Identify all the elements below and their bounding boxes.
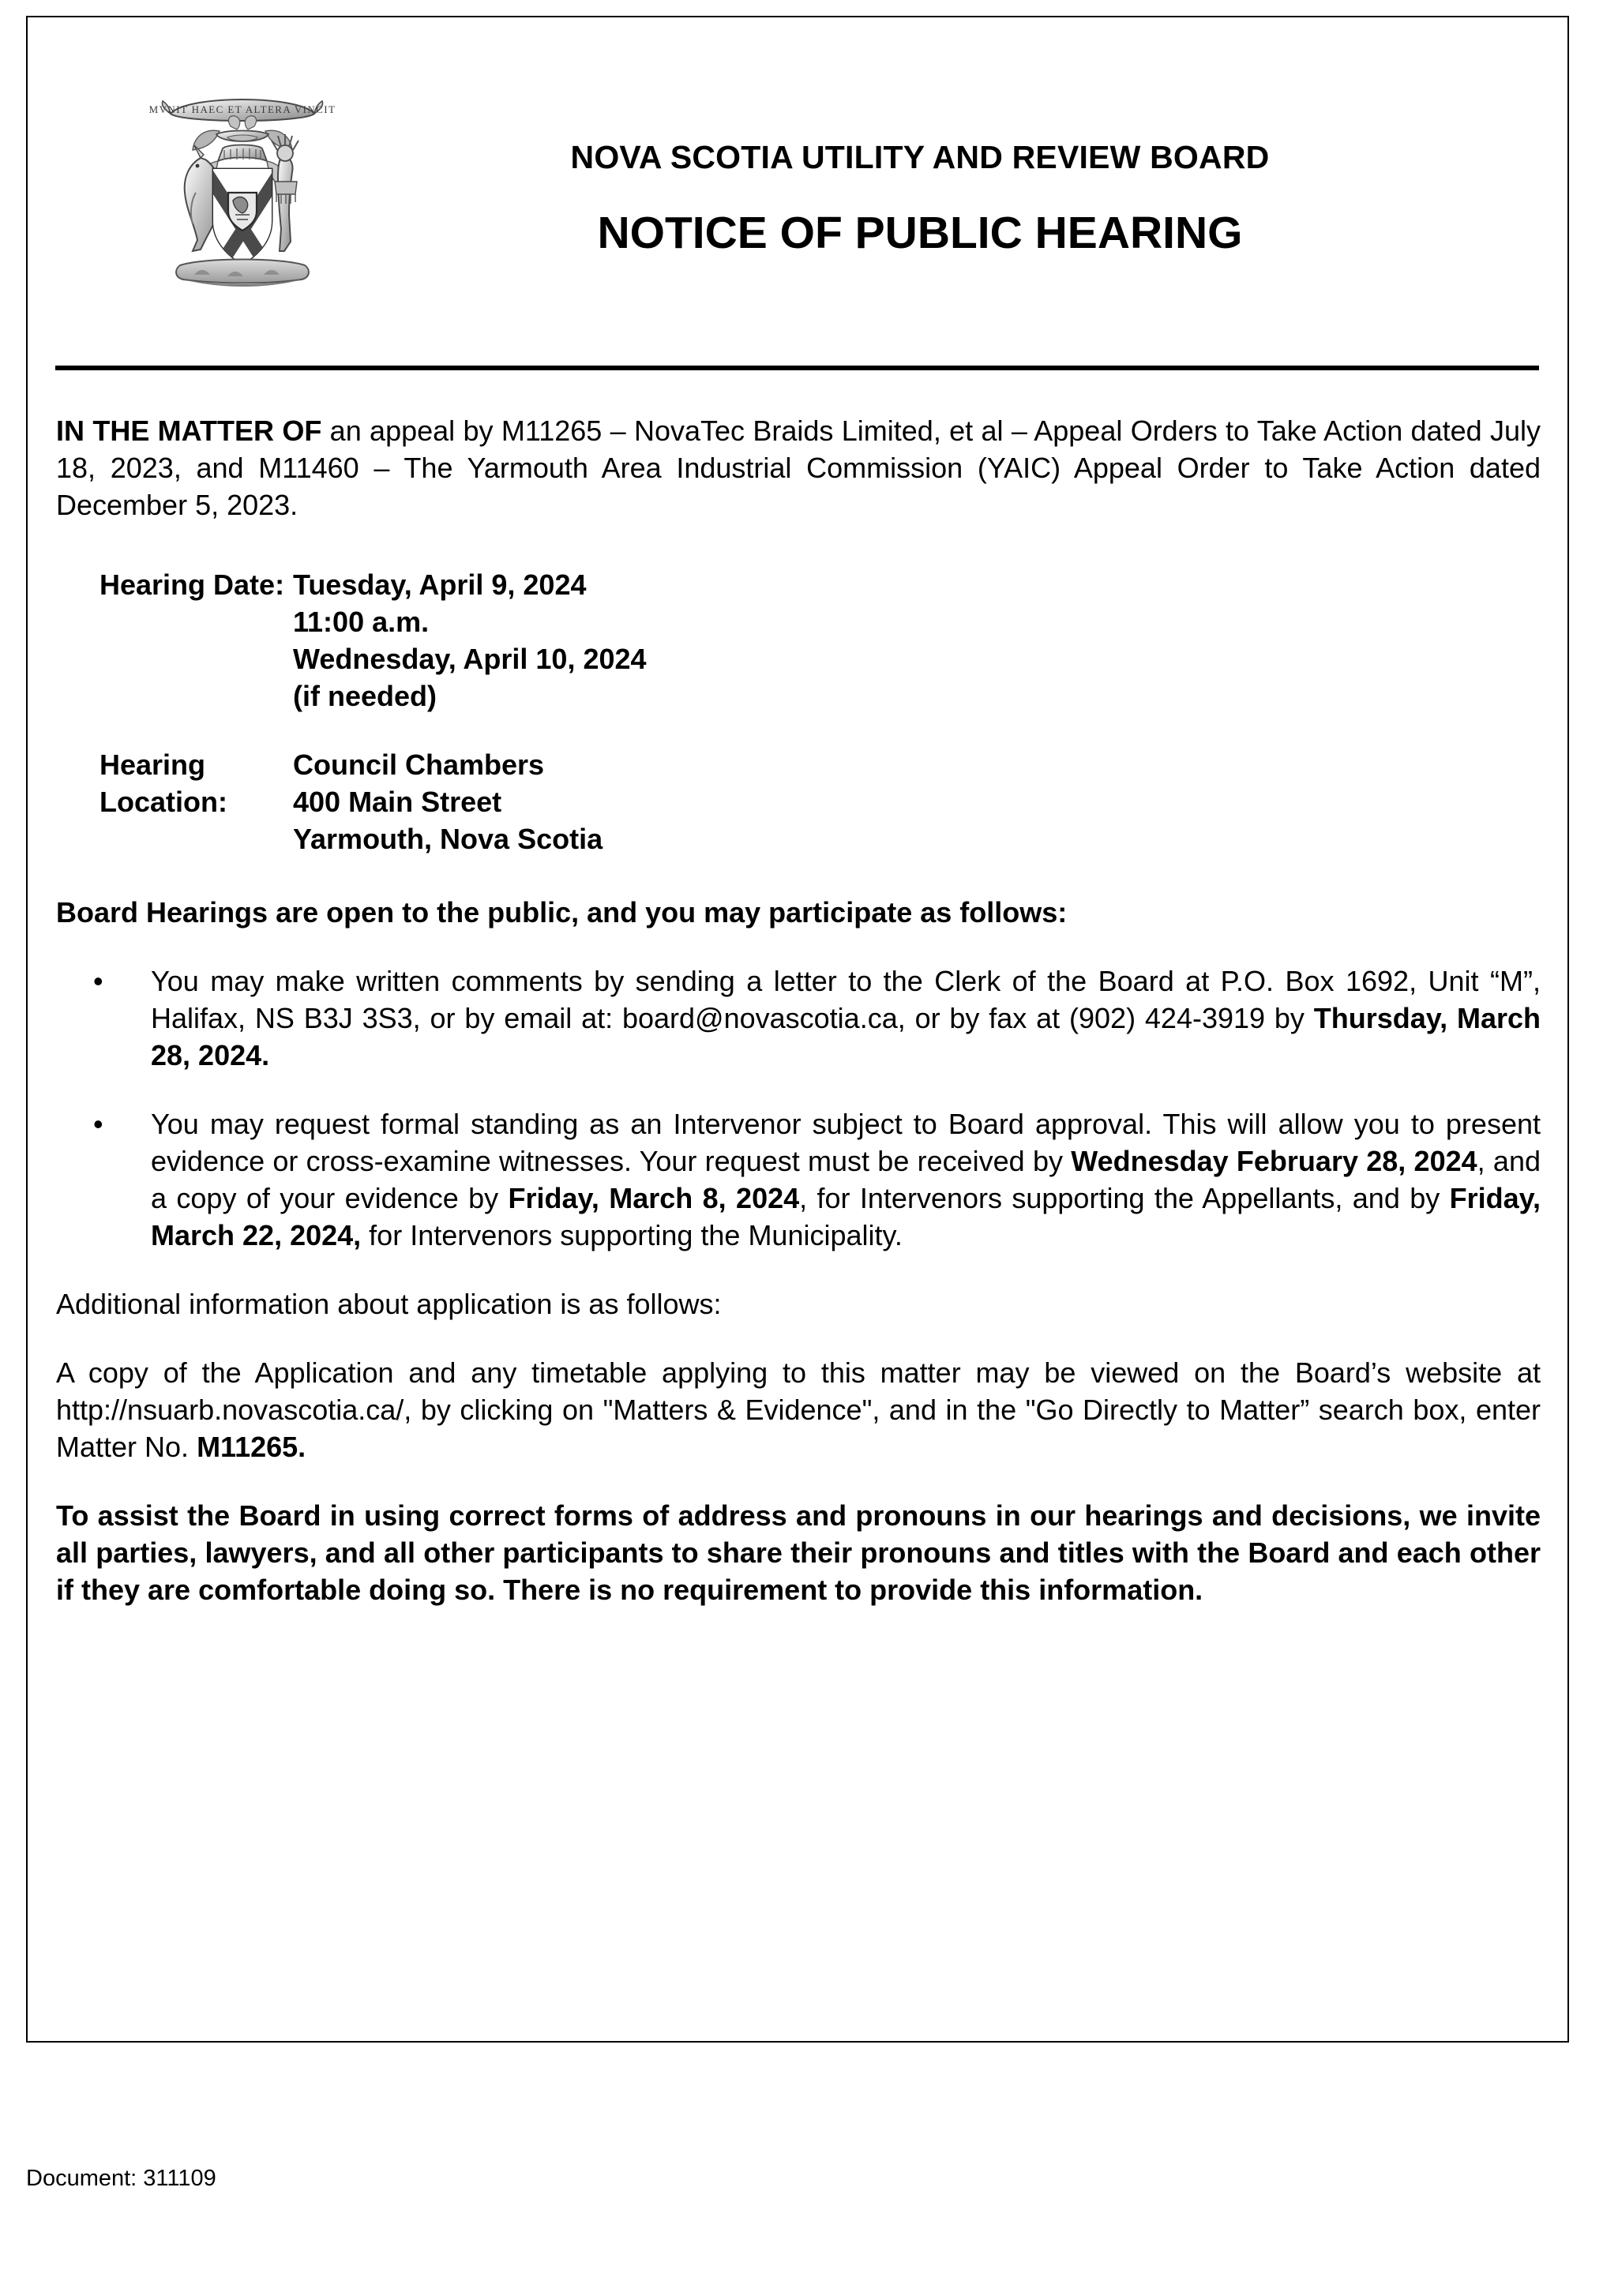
hearing-location-value [293, 746, 603, 857]
hearing-location-label-line: Hearing [99, 748, 206, 781]
hearing-date-value [293, 566, 647, 715]
hearing-location-line: 400 Main Street [293, 786, 502, 818]
additional-info-body [56, 1354, 1541, 1465]
document-footer [26, 2165, 216, 2192]
bullet-text-part: , for Intervenors supporting the Appellants, and by [799, 1182, 1450, 1214]
page-title: NOTICE OF PUBLIC HEARING [597, 208, 1243, 259]
hearing-location-line: Council Chambers [293, 748, 545, 781]
hearing-date-line: Wednesday, April 10, 2024 [293, 643, 647, 675]
hearing-date-row [99, 566, 1541, 715]
bullet-text-bold: Friday, March 22, 2024, [151, 1182, 1541, 1251]
bullet-text-part: You may make written comments by sending a letter to the Clerk of the Board at P.O. Box 1692, Unit “M”, Halifax, NS B3J 3S3, or by email at: board@novascotia.ca, or by fax at (902) 424-3919 by [151, 965, 1541, 1034]
document-body [56, 412, 1541, 1608]
bullet-text-part: You may request formal standing as an Intervenor subject to Board approval. This will allow you to present evidence or cross-examine witnesses. Your request must be received by [151, 1108, 1541, 1177]
participation-heading-text: Board Hearings are open to the public, and you may participate as follows: [56, 896, 1068, 929]
hearing-date-line: (if needed) [293, 680, 437, 712]
bullet-text-bold: Thursday, March 28, 2024. [151, 1002, 1541, 1071]
nova-scotia-coat-of-arms-icon [148, 82, 336, 297]
matter-number: M11265. [197, 1431, 306, 1463]
pronouns-notice [56, 1497, 1541, 1608]
matter-paragraph [56, 412, 1541, 523]
document-number: Document: 311109 [26, 2166, 216, 2191]
hearing-location-label-line: Location: [99, 786, 227, 818]
hearing-date-label: Hearing Date: [99, 568, 285, 601]
hearing-date-line: 11:00 a.m. [293, 606, 430, 638]
document-page [26, 16, 1569, 2043]
document-header [28, 17, 1567, 333]
matter-prefix: IN THE MATTER OF [56, 415, 322, 447]
svg-text:MVNIT HAEC ET ALTERA VINCIT: MVNIT HAEC ET ALTERA VINCIT [148, 103, 336, 115]
hearing-location-row [99, 746, 1541, 857]
header-title-group [470, 17, 1370, 258]
matter-text: an appeal by M11265 – NovaTec Braids Limited, et al – Appeal Orders to Take Action dated July 18, 2023, and M11460 – The Yarmouth Area Industrial Commission (YAIC) Appeal Order to Take Action dated December 5, 2023. [56, 415, 1541, 521]
hearing-date-line: Tuesday, April 9, 2024 [293, 568, 587, 601]
bullet-glyph-icon: • [93, 965, 103, 997]
hearing-location-line: Yarmouth, Nova Scotia [293, 823, 603, 855]
additional-info-body-text: A copy of the Application and any timetable applying to this matter may be viewed on the Board’s website at http://nsuarb.novascotia.ca/, by clicking on "Matters & Evidence", and in the "Go Directly to Matter” search box, enter Matter No. [56, 1356, 1541, 1463]
list-item [93, 1105, 1541, 1254]
header-divider-rule [55, 366, 1539, 370]
bullet-text-part: , and a copy of your evidence by [151, 1145, 1541, 1214]
pronouns-notice-text: To assist the Board in using correct forms of address and pronouns in our hearings and decisions, we invite all parties, lawyers, and all other participants to share their pronouns and titles with the Board and each other if they are comfortable doing so. There is no requirement to provide this information. [56, 1499, 1541, 1606]
bullet-text-bold: Friday, March 8, 2024 [508, 1182, 800, 1214]
participation-heading [56, 894, 1541, 931]
bullet-glyph-icon: • [93, 1108, 103, 1140]
bullet-text-bold: Wednesday February 28, 2024 [1071, 1145, 1477, 1177]
hearing-location-label [99, 746, 293, 857]
list-item [93, 962, 1541, 1074]
bullet-text-part: for Intervenors supporting the Municipality. [361, 1219, 903, 1251]
additional-info-intro: Additional information about application is as follows: [56, 1288, 722, 1320]
organization-title: NOVA SCOTIA UTILITY AND REVIEW BOARD [570, 139, 1270, 175]
